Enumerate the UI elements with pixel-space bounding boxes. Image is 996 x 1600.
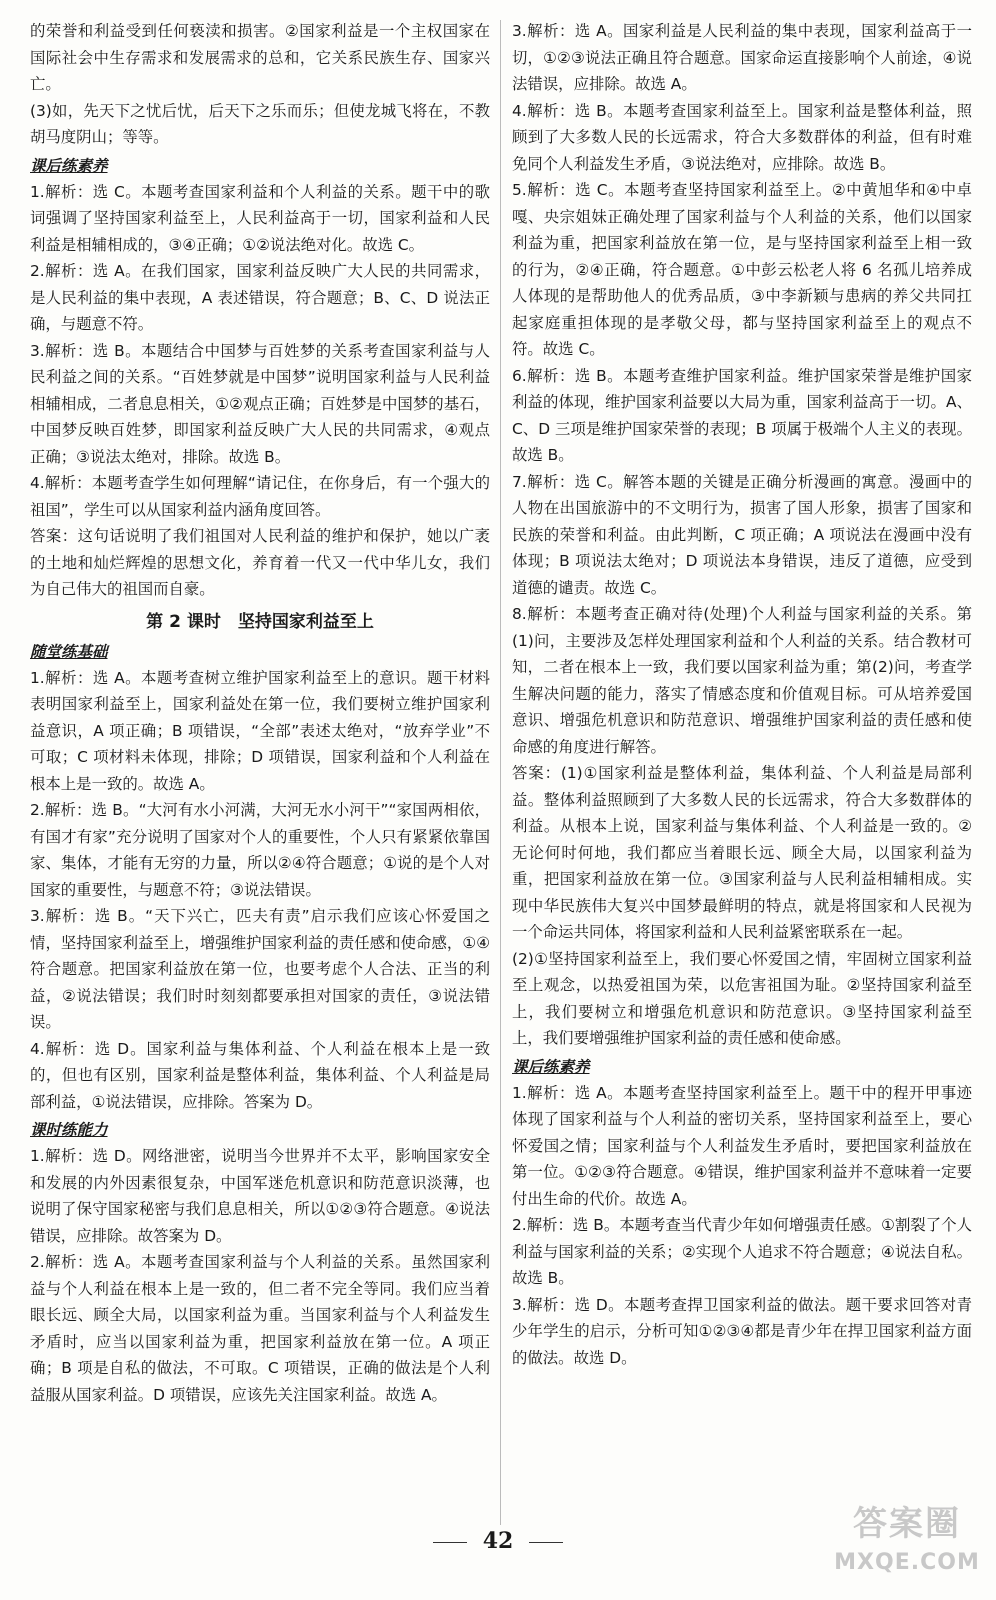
answer-item: 4.解析：选 D。国家利益与集体利益、个人利益在根本上是一致的，但也有区别，国家利益是整体利益，集体利益、个人利益是局部利益，①说法错误，应排除。答案为 D。 [30,1039,490,1111]
section-heading: 课时练能力 [30,1121,108,1139]
watermark-bottom-text: MXQE.COM [834,1550,980,1575]
answer-item: 4.解析：本题考查学生如何理解“请记住，在你身后，有一个强大的祖国”，学生可以从国家利益内涵角度回答。 [30,474,490,519]
answer-item: 1.解析：选 C。本题考查国家利益和个人利益的关系。题干中的歌词强调了坚持国家利益至上，人民利益高于一切，国家利益和人民利益是相辅相成的，③④正确；①②说法绝对化。故选 C。 [30,182,490,254]
right-column [512,18,972,1371]
answer-item: 2.解析：选 A。本题考查国家利益与个人利益的关系。虽然国家利益与个人利益在根本上是一致的，但二者不完全等同。我们应当着眼长远、顾全大局，以国家利益为重。当国家利益与个人利益发生矛盾时，应当以国家利益为重，把国家利益放在第一位。A 项正确；B 项是自私的做法，不可取。C 项错误，正确的做法是个人利益服从国家利益。D 项错误，应该先关注国家利益。故选 A。 [30,1253,490,1404]
column-divider [500,20,501,1525]
section-heading: 课后练素养 [512,1057,590,1076]
page-number: 42 [482,1528,514,1554]
answer-item: 3.解析：选 B。本题结合中国梦与百姓梦的关系考查国家利益与人民利益之间的关系。“百姓梦就是中国梦”说明国家利益与人民利益相辅相成，二者息息相关，①②观点正确；百姓梦是中国梦的基石，中国梦反映百姓梦，即国家利益反映广大人民的共同需求，④观点正确；③说法太绝对，排除。故选 B。 [30,341,490,466]
answer-item: 3.解析：选 D。本题考查捍卫国家利益的做法。题干要求回答对青少年学生的启示，分析可知①②③④都是青少年在捍卫国家利益方面的做法。故选 D。 [512,1295,972,1367]
paragraph: 的荣誉和利益受到任何亵渎和损害。②国家利益是一个主权国家在国际社会中生存需求和发展需求的总和，它关系民族生存、国家兴亡。 [30,22,490,93]
answer-item: 5.解析：选 C。本题考查坚持国家利益至上。②中黄旭华和④中卓嘎、央宗姐妹正确处理了国家利益与个人利益的关系，他们以国家利益为重，把国家利益放在第一位，是与坚持国家利益至上相一致的行为，②④正确，符合题意。①中彭云松老人将 6 名孤儿培养成人体现的是帮助他人的优秀品质，③中李新颖与患病的养父共同扛起家庭重担体现的是孝敬父母，都与坚持国家利益至上的观点不符。故选 C。 [512,181,972,358]
answer-item: 2.解析：选 B。本题考查当代青少年如何增强责任感。①割裂了个人利益与国家利益的关系；②实现个人追求不符合题意；④说法自私。故选 B。 [512,1216,972,1287]
answer-item: 2.解析：选 A。在我们国家，国家利益反映广大人民的共同需求，是人民利益的集中表现，A 表述错误，符合题意；B、C、D 说法正确，与题意不符。 [30,262,490,333]
answer-text: 答案：这句话说明了我们祖国对人民利益的维护和保护，她以广袤的土地和灿烂辉煌的思想文化，养育着一代又一代中华儿女，我们为自己伟大的祖国而自豪。 [30,527,490,598]
answer-item: 3.解析：选 B。“天下兴亡，匹夫有责”启示我们应该心怀爱国之情，坚持国家利益至上，增强维护国家利益的责任感和使命感，①④符合题意。把国家利益放在第一位，也要考虑个人合法、正当的利益，②说法错误；我们时时刻刻都要承担对国家的责任，③说法错误。 [30,907,490,1031]
section-heading: 课后练素养 [30,156,108,175]
answer-item: 3.解析：选 A。国家利益是人民利益的集中表现，国家利益高于一切，①②③说法正确且符合题意。国家命运直接影响个人前途，④说法错误，应排除。故选 A。 [512,22,972,93]
answer-text: 答案：(1)①国家利益是整体利益，集体利益、个人利益是局部利益。整体利益照顾到了大多数人民的长远需求，符合大多数群体的利益。从根本上说，国家利益与集体利益、个人利益是一致的。②无论何时何地，我们都应当着眼长远、顾全大局，以国家利益为重，把国家利益放在第一位。③国家利益与人民利益相辅相成。实现中华民族伟大复兴中国梦最鲜明的特点，就是将国家和人民视为一个命运共同体，将国家利益和人民利益紧密联系在一起。 [512,764,972,941]
footer-dash-right [529,1542,563,1543]
watermark-top-text: 答案圈 [853,1504,961,1544]
section-heading: 随堂练基础 [30,642,108,661]
answer-item: 1.解析：选 A。本题考查坚持国家利益至上。题干中的程开甲事迹体现了国家利益与个人利益的密切关系，坚持国家利益至上，要心怀爱国之情；国家利益与个人利益发生矛盾时，要把国家利益放在第一位。①②③符合题意。④错误，维护国家利益并不意味着一定要付出生命的代价。故选 A。 [512,1083,972,1208]
answer-item: 6.解析：选 B。本题考查维护国家利益。维护国家荣誉是维护国家利益的体现，维护国家利益要以大局为重，国家利益高于一切。A、C、D 三项是维护国家荣誉的表现；B 项属于极端个人主义的表现。故选 B。 [512,366,972,464]
answer-item: 1.解析：选 A。本题考查树立维护国家利益至上的意识。题干材料表明国家利益至上，国家利益处在第一位，我们要树立维护国家利益意识，A 项正确；B 项错误，“全部”表述太绝对，“放弃学业”不可取；C 项材料未体现，排除；D 项错误，国家利益和个人利益在根本上是一致的。故选 A。 [30,668,490,793]
paragraph: (3)如，先天下之忧后忧，后天下之乐而乐；但使龙城飞将在，不教胡马度阴山；等等。 [30,101,490,146]
answer-text: (2)①坚持国家利益至上，我们要心怀爱国之情，牢固树立国家利益至上观念，以热爱祖国为荣，以危害祖国为耻。②坚持国家利益至上，我们要树立和增强危机意识和防范意识。③坚持国家利益至上，我们要增强维护国家利益的责任感和使命感。 [512,949,972,1047]
answer-item: 1.解析：选 D。网络泄密，说明当今世界并不太平，影响国家安全和发展的内外因素很复杂，中国军迷危机意识和防范意识淡薄，也说明了保守国家秘密与我们息息相关，所以①②③符合题意。④说法错误，应排除。故答案为 D。 [30,1147,490,1245]
lesson-title: 第 2 课时 坚持国家利益至上 [146,611,374,632]
answer-item: 7.解析：选 C。解答本题的关键是正确分析漫画的寓意。漫画中的人物在出国旅游中的不文明行为，损害了国人形象，损害了国家和民族的荣誉和利益。由此判断，C 项正确；A 项说法在漫画中没有体现；B 项说法太绝对；D 项说法本身错误，违反了道德，应受到道德的谴责。故选 C。 [512,472,972,597]
answer-item: 8.解析：本题考查正确对待(处理)个人利益与国家利益的关系。第(1)问，主要涉及怎样处理国家利益和个人利益的关系。结合教材可知，二者在根本上一致，我们要以国家利益为重；第(2)问，考查学生解决问题的能力，落实了情感态度和价值观目标。可从培养爱国意识、增强危机意识和防范意识、增强维护国家利益的责任感和使命感的角度进行解答。 [512,605,972,756]
watermark-logo [832,1500,982,1596]
answer-item: 2.解析：选 B。“大河有水小河满，大河无水小河干”“家国两相依，有国才有家”充分说明了国家对个人的重要性，个人只有紧紧依靠国家、集体，才能有无穷的力量，所以②④符合题意；①说的是个人对国家的重要性，与题意不符；③说法错误。 [30,801,490,899]
answer-item: 4.解析：选 B。本题考查国家利益至上。国家利益是整体利益，照顾到了大多数人民的长远需求，符合大多数群体的利益，但有时难免同个人利益发生矛盾，③说法绝对，应排除。故选 B。 [512,101,972,173]
left-column [30,18,490,1408]
footer-dash-left [433,1542,467,1543]
